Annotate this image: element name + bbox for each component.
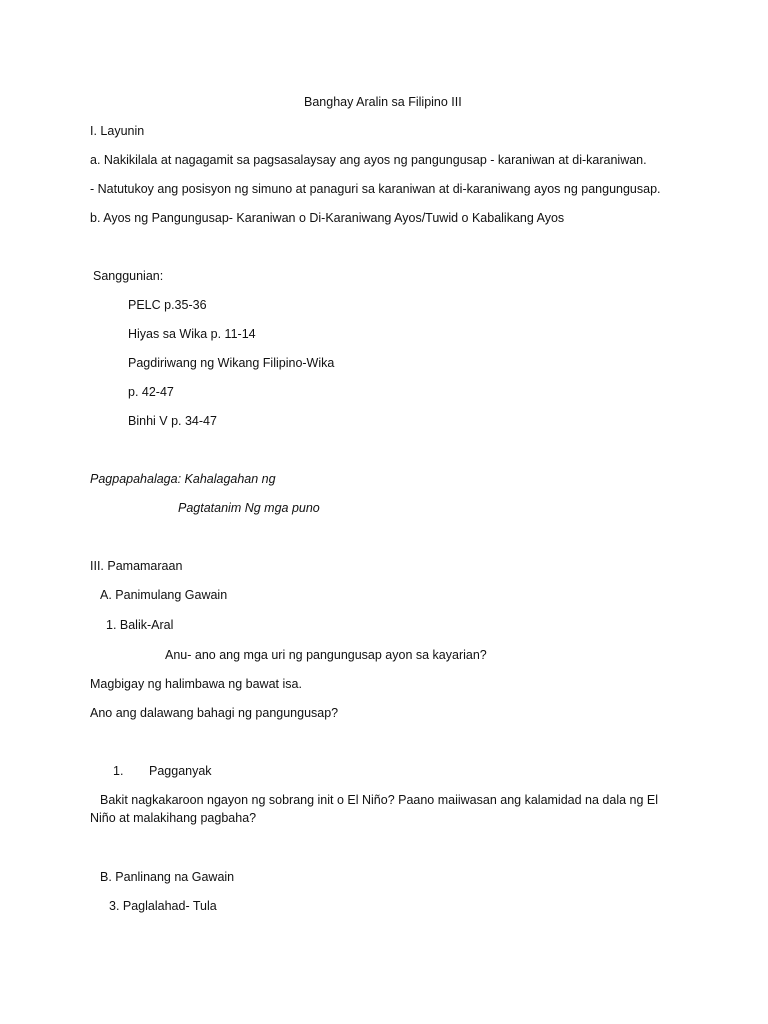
pagpapahalaga-line-1: Pagpapahalaga: Kahalagahan ng [90, 472, 276, 486]
panlinang-gawain-heading: B. Panlinang na Gawain [100, 870, 235, 884]
layunin-item-b: b. Ayos ng Pangungusap- Karaniwan o Di-Karaniwang Ayos/Tuwid o Kabalikang Ayos [90, 211, 565, 225]
reference-item: Hiyas sa Wika p. 11-14 [128, 327, 256, 341]
reference-item: PELC p.35-36 [128, 298, 207, 312]
panimulang-gawain-heading: A. Panimulang Gawain [100, 588, 228, 602]
reference-item: Binhi V p. 34-47 [128, 414, 217, 428]
reference-item: Pagdiriwang ng Wikang Filipino-Wika [128, 356, 335, 370]
balik-aral-question-2: Magbigay ng halimbawa ng bawat isa. [90, 677, 302, 691]
reference-item: p. 42-47 [128, 385, 174, 399]
pamamaraan-heading: III. Pamamaraan [90, 559, 183, 573]
layunin-item-dash: - Natutukoy ang posisyon ng simuno at panaguri sa karaniwan at di-karaniwang ayos ng pangungusap. [90, 182, 661, 196]
layunin-item-a: a. Nakikilala at nagagamit sa pagsasalaysay ang ayos ng pangungusap - karaniwan at di-karaniwan. [90, 153, 647, 167]
balik-aral-heading: 1. Balik-Aral [106, 618, 174, 632]
balik-aral-question-1: Anu- ano ang mga uri ng pangungusap ayon sa kayarian? [165, 648, 487, 662]
layunin-heading: I. Layunin [90, 124, 145, 138]
document-title: Banghay Aralin sa Filipino III [304, 95, 462, 109]
paglalahad-heading: 3. Paglalahad- Tula [109, 899, 217, 913]
balik-aral-question-3: Ano ang dalawang bahagi ng pangungusap? [90, 706, 339, 720]
pagganyak-number: 1. [113, 764, 124, 778]
pagpapahalaga-line-2: Pagtatanim Ng mga puno [178, 501, 320, 515]
pagganyak-text: Bakit nagkakaroon ngayon ng sobrang init o El Niño? Paano maiiwasan ang kalamidad na dala ng El Niño at malakihang pagbaha? [90, 793, 659, 825]
pagganyak-heading: Pagganyak [149, 764, 212, 778]
sanggunian-heading: Sanggunian: [93, 269, 164, 283]
